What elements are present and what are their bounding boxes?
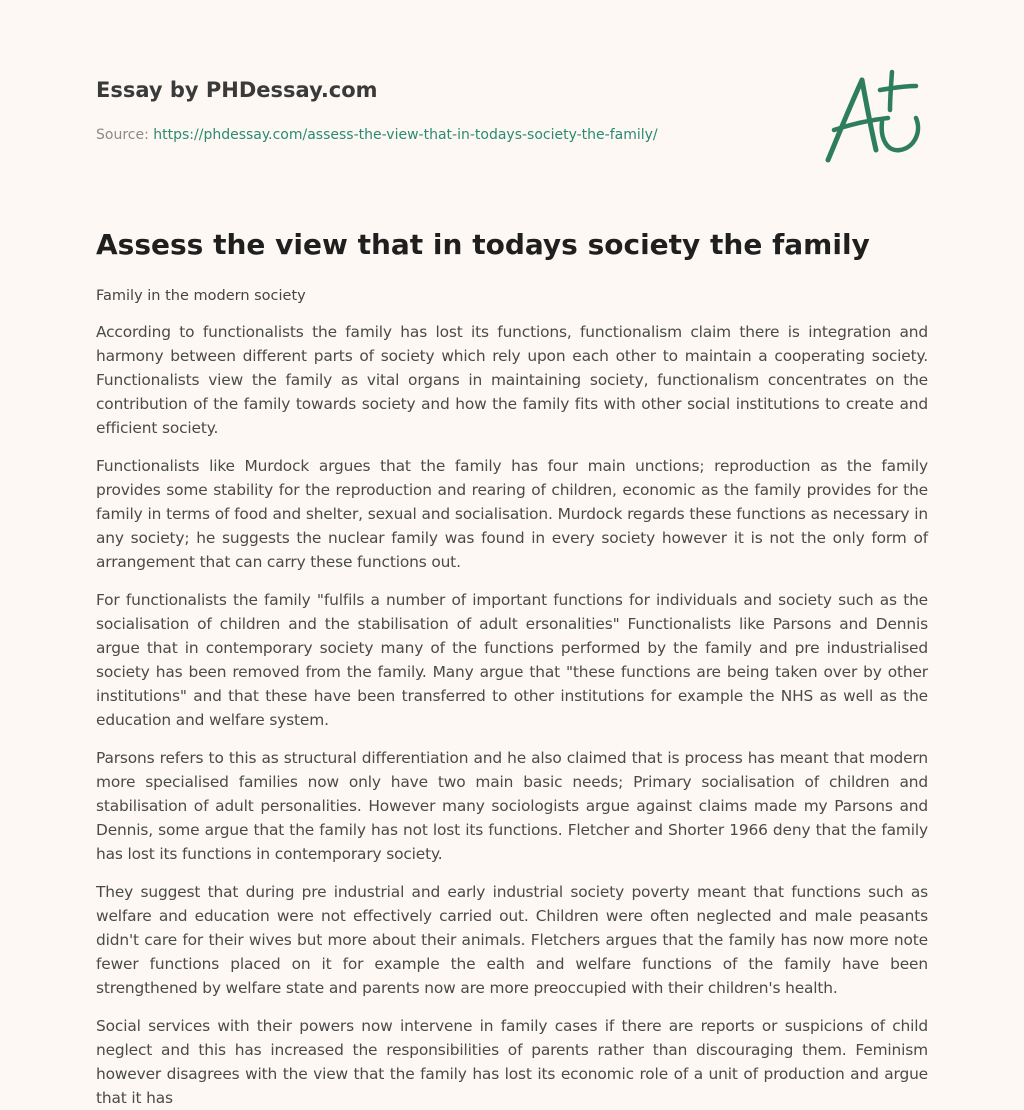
paragraph: Functionalists like Murdock argues that the family has four main unctions; reproduction as the family provides some stability for the reproduction and rearing of children, economic as the family provides for the family in terms of food and shelter, sexual and socialisation. Murdock regards these functions as necessary in any society; he suggests the nuclear family was found in every society however it is not the only form of arrangement that can carry these functions out. <box>96 457 928 571</box>
article <box>96 226 928 1110</box>
source-line <box>96 126 796 144</box>
paragraph: Parsons refers to this as structural differentiation and he also claimed that is process has meant that modern more specialised families now only have two main basic needs; Primary socialisation of children and stabilisation of adult personalities. However many sociologists argue against claims made my Parsons and Dennis, some argue that the family has not lost its functions. Fletcher and Shorter 1966 deny that the family has lost its functions in contemporary society. <box>96 749 928 863</box>
article-title: Assess the view that in todays society the family <box>96 228 870 261</box>
paragraph: Social services with their powers now intervene in family cases if there are reports or suspicions of child neglect and this has increased the responsibilities of parents rather than discouraging them. Feminism however disagrees with the view that the family has lost its economic role of a unit of production and argue that it has <box>96 1017 928 1107</box>
source-label: Source: <box>96 127 154 143</box>
page-header <box>96 76 796 144</box>
paragraph: For functionalists the family "fulfils a number of important functions for individuals and society such as the socialisation of children and the stabilisation of adult ersonalities" Functionalists like Parsons and Dennis argue that in contemporary society many of the functions performed by the family and pre industrialised society has been removed from the family. Many argue that "these functions are being taken over by other institutions" and that these have been transferred to other institutions for example the NHS as well as the education and welfare system. <box>96 591 928 729</box>
a-plus-logo-icon <box>818 66 928 166</box>
source-link[interactable]: https://phdessay.com/assess-the-view-that-in-todays-society-the-family/ <box>153 127 658 143</box>
site-title: Essay by PHDessay.com <box>96 78 378 102</box>
article-subtitle: Family in the modern society <box>96 288 306 304</box>
paragraph: According to functionalists the family has lost its functions, functionalism claim there is integration and harmony between different parts of society which rely upon each other to maintain a cooperating society. Functionalists view the family as vital organs in maintaining society, functionalism concentrates on the contribution of the family towards society and how the family fits with other social institutions to create and efficient society. <box>96 323 928 437</box>
paragraph: They suggest that during pre industrial and early industrial society poverty meant that functions such as welfare and education were not effectively carried out. Children were often neglected and male peasants didn't care for their wives but more about their animals. Fletchers argues that the family has now more note fewer functions placed on it for example the ealth and welfare functions of the family have been strengthened by welfare state and parents now are more preoccupied with their children's health. <box>96 883 928 997</box>
